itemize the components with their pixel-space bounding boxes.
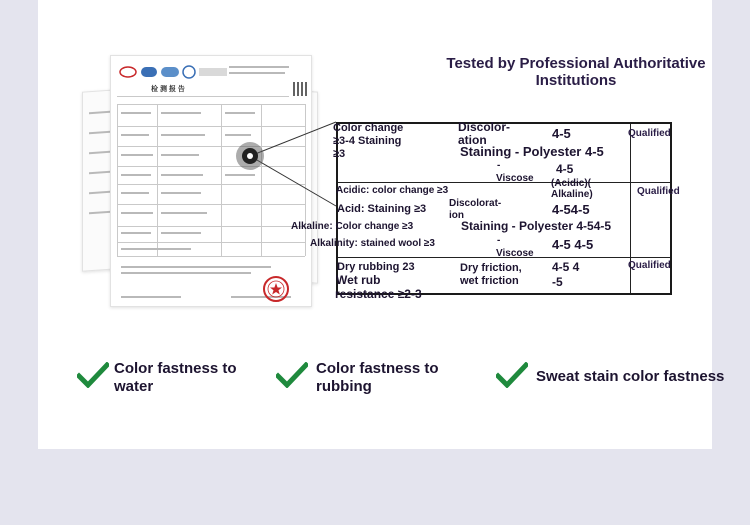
row2-acidic-change: Acidic: color change ≥3 bbox=[336, 185, 449, 196]
row1-test-label: Color change ≥3-4 Staining ≥3 bbox=[333, 122, 404, 160]
row2-viscose: Viscose bbox=[496, 248, 534, 259]
feature-water-fastness: Color fastness to water bbox=[114, 360, 237, 395]
row1-viscose-dash: - bbox=[497, 160, 501, 171]
heading-line-2: Institutions bbox=[535, 72, 617, 89]
feature-sweat-fastness: Sweat stain color fastness bbox=[536, 368, 725, 385]
row1-viscose-value: 4-5 bbox=[556, 162, 574, 176]
row1-discoloration: Discolor-ation bbox=[458, 120, 511, 147]
row2-alkaline-staining: Alkalinity: stained wool ≥3 bbox=[310, 238, 435, 249]
row3-wet-rub: Wet rub bbox=[336, 273, 381, 287]
row2-viscose-value: 4-5 4-5 bbox=[552, 237, 594, 252]
row2-ph-note: (Acidic)( Alkaline) bbox=[551, 178, 593, 200]
row1-viscose: Viscose bbox=[496, 173, 534, 184]
row1-discoloration-value: 4-5 bbox=[552, 126, 571, 141]
row3-friction-dry: Dry friction, bbox=[460, 262, 522, 274]
row2-staining: Staining - Polyester 4-54-5 bbox=[461, 219, 612, 233]
row2-acidic-staining: Acid: Staining ≥3 bbox=[337, 203, 427, 215]
checkmark-icon bbox=[77, 362, 109, 388]
section-heading bbox=[428, 55, 724, 89]
row3-dry-rubbing: Dry rubbing 23 bbox=[337, 261, 415, 273]
feature-rubbing-fastness: Color fastness to rubbing bbox=[316, 360, 439, 395]
row3-friction-wet: wet friction bbox=[460, 275, 519, 287]
row3-value-line1: 4-5 4 bbox=[552, 260, 580, 274]
row1-staining: Staining - Polyester 4-5 bbox=[460, 144, 604, 159]
heading-line-1: Tested by Professional Authoritative bbox=[446, 55, 706, 72]
row2-discoloration: Discolorat-ion bbox=[449, 198, 502, 221]
row2-discoloration-value: 4-54-5 bbox=[552, 202, 590, 217]
row2-result: Qualified bbox=[637, 186, 680, 197]
checkmark-icon bbox=[496, 362, 528, 388]
row2-viscose-dash: - bbox=[497, 235, 501, 246]
row3-result: Qualified bbox=[628, 260, 671, 271]
row1-result: Qualified bbox=[628, 128, 671, 139]
row3-wet-resistance: resistance ≥2-3 bbox=[335, 287, 422, 301]
checkmark-icon bbox=[276, 362, 308, 388]
row2-alkaline-change: Alkaline: Color change ≥3 bbox=[291, 221, 414, 232]
report-title: 检 测 报 告 bbox=[151, 86, 185, 93]
row3-value-line2: -5 bbox=[552, 275, 563, 289]
